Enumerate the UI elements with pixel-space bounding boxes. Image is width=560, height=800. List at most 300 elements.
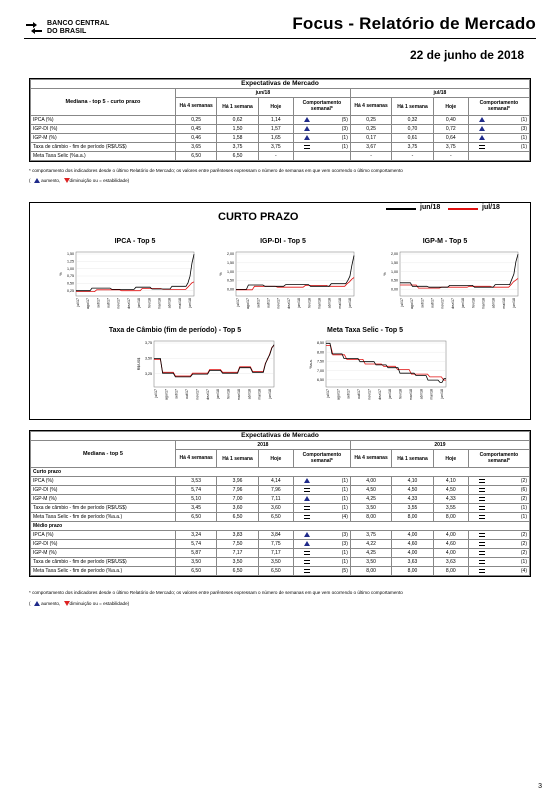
col-1w: Há 1 semana	[217, 98, 258, 116]
trend-weeks: (3)	[341, 126, 348, 132]
trend-cell	[468, 567, 529, 576]
x-tick-label: set/17	[96, 298, 101, 308]
value-1w: 7,17	[217, 549, 258, 558]
col-trend: Comportamento semanal*	[468, 98, 529, 116]
x-tick-label: mai/18	[429, 389, 434, 400]
col-trend: Comportamento semanal*	[293, 450, 350, 468]
legend-estabilidade: = estabilidade)	[99, 178, 130, 183]
value-today: 1,57	[258, 125, 293, 134]
trend-cell	[293, 504, 350, 513]
trend-weeks: (5)	[341, 568, 348, 574]
row-label: IPCA (%)	[31, 531, 176, 540]
value-today: 4,33	[433, 495, 468, 504]
y-tick-label: 0,25	[67, 288, 74, 293]
value-1w: 3,55	[392, 504, 433, 513]
value-today: 1,14	[258, 116, 293, 125]
col-trend: Comportamento semanal*	[293, 98, 350, 116]
x-tick-label: fev/18	[471, 298, 476, 308]
x-tick-label: set/17	[346, 389, 351, 399]
value-today: 0,72	[433, 125, 468, 134]
value-1w: 0,32	[392, 116, 433, 125]
trend-weeks: (1)	[341, 144, 348, 150]
up-triangle-icon	[304, 541, 310, 546]
value-4w: -	[350, 152, 391, 161]
chart-ipca	[42, 246, 200, 321]
x-tick-label: abr/18	[167, 298, 172, 309]
row-label: IGP-DI (%)	[31, 540, 176, 549]
value-today: 4,50	[433, 486, 468, 495]
x-tick-label: dez/17	[126, 298, 131, 309]
up-triangle-icon	[34, 601, 40, 606]
trend-cell	[468, 152, 529, 161]
trend-cell	[293, 549, 350, 558]
y-axis-unit: %	[383, 272, 387, 276]
table-row	[31, 152, 530, 161]
trend-legend-2: ( aumento, diminuição ou = estabilidade)	[29, 601, 130, 606]
value-1w: 8,00	[392, 513, 433, 522]
row-label: Taxa de câmbio - fim de período (R$/US$)	[31, 143, 176, 152]
value-today: 6,50	[258, 567, 293, 576]
y-tick-label: 0,50	[391, 278, 398, 283]
trend-weeks: (4)	[520, 568, 527, 574]
legend-aumento: aumento,	[41, 178, 61, 183]
value-4w: 4,00	[350, 477, 391, 486]
equal-icon	[479, 542, 485, 546]
table2-year-a: 2018	[175, 441, 350, 450]
legend-jun18-line	[386, 208, 416, 210]
x-tick-label: out/17	[106, 298, 111, 308]
chart-selic-title: Meta Taxa Selic - Top 5	[327, 327, 403, 334]
x-tick-label: fev/18	[307, 298, 312, 308]
bank-logo-icon	[24, 21, 44, 35]
trend-weeks: (1)	[341, 496, 348, 502]
value-1w: 4,00	[392, 549, 433, 558]
y-tick-label: 0,50	[67, 281, 74, 286]
col-4w: Há 4 semanas	[350, 450, 391, 468]
bank-name-line1: BANCO CENTRAL	[47, 20, 110, 27]
value-1w: 3,75	[392, 143, 433, 152]
trend-weeks: (5)	[341, 117, 348, 123]
value-4w: 3,53	[175, 477, 216, 486]
chart-igpm	[366, 246, 524, 321]
y-tick-label: 1,00	[67, 266, 74, 271]
col-today: Hoje	[433, 450, 468, 468]
value-today: 8,00	[433, 513, 468, 522]
row-label: IGP-M (%)	[31, 134, 176, 143]
x-tick-label: jul/17	[76, 298, 80, 307]
value-today: 4,10	[433, 477, 468, 486]
table-row	[31, 134, 530, 143]
trend-cell	[293, 513, 350, 522]
up-triangle-icon	[479, 126, 485, 131]
equal-icon	[479, 488, 485, 492]
value-1w: 8,00	[392, 567, 433, 576]
trend-weeks: (1)	[520, 514, 527, 520]
x-tick-label: out/17	[430, 298, 435, 308]
value-4w: 0,25	[350, 116, 391, 125]
up-triangle-icon	[304, 135, 310, 140]
y-tick-label: 3,25	[145, 371, 152, 376]
trend-cell	[468, 495, 529, 504]
up-triangle-icon	[304, 117, 310, 122]
trend-weeks: (1)	[341, 550, 348, 556]
table-row	[31, 495, 530, 504]
legend-diminuicao: diminuição ou	[69, 178, 98, 183]
table1-row-label: Mediana - top 5 - curto prazo	[31, 89, 176, 116]
trend-weeks: (3)	[341, 532, 348, 538]
trend-cell	[293, 540, 350, 549]
table-row	[31, 143, 530, 152]
trend-weeks: (1)	[341, 487, 348, 493]
trend-cell	[468, 540, 529, 549]
x-tick-label: abr/18	[419, 389, 424, 400]
trend-cell	[468, 531, 529, 540]
equal-icon	[304, 551, 310, 555]
value-1w: 7,00	[217, 495, 258, 504]
report-title: Focus - Relatório de Mercado	[292, 14, 536, 33]
trend-cell	[468, 477, 529, 486]
up-triangle-icon	[479, 117, 485, 122]
value-4w: 0,46	[175, 134, 216, 143]
trend-cell	[468, 116, 529, 125]
x-tick-label: fev/18	[226, 389, 231, 399]
value-today: 3,75	[258, 143, 293, 152]
x-tick-label: ago/17	[410, 298, 415, 309]
section-medio-prazo: Médio prazo	[31, 522, 530, 531]
chart-ipca-title: IPCA - Top 5	[114, 238, 156, 245]
trend-weeks: (6)	[520, 487, 527, 493]
x-tick-label: mai/18	[501, 298, 506, 309]
value-4w: 0,25	[175, 116, 216, 125]
x-tick-label: ago/17	[246, 298, 251, 309]
short-term-charts-panel	[29, 202, 531, 420]
header-rule	[24, 38, 536, 39]
expectations-table-annual	[29, 430, 531, 577]
row-label: IGP-DI (%)	[31, 125, 176, 134]
trend-cell	[468, 143, 529, 152]
value-4w: 4,25	[350, 495, 391, 504]
value-today: 7,96	[258, 486, 293, 495]
trend-cell	[468, 558, 529, 567]
value-4w: 3,24	[175, 531, 216, 540]
row-label: Meta Taxa Selic (%a.a.)	[31, 152, 176, 161]
col-today: Hoje	[258, 98, 293, 116]
value-4w: 5,74	[175, 486, 216, 495]
y-tick-label: 8,00	[317, 350, 324, 355]
table-row	[31, 513, 530, 522]
trend-cell	[468, 486, 529, 495]
table-row	[31, 549, 530, 558]
trend-weeks: (3)	[520, 126, 527, 132]
y-tick-label: 8,50	[317, 341, 324, 346]
x-tick-label: mar/18	[408, 389, 413, 401]
x-tick-label: nov/17	[440, 298, 445, 309]
trend-weeks: (1)	[341, 559, 348, 565]
value-1w: 0,61	[392, 134, 433, 143]
table1-caption: Expectativas de Mercado	[31, 80, 530, 89]
row-label: IPCA (%)	[31, 477, 176, 486]
y-tick-label: 0,00	[227, 287, 234, 292]
x-tick-label: jun/18	[348, 298, 352, 308]
equal-icon	[479, 506, 485, 510]
trend-legend: ( aumento, diminuição ou = estabilidade)	[29, 178, 130, 183]
x-tick-label: nov/17	[116, 298, 121, 309]
value-today: 7,17	[258, 549, 293, 558]
trend-weeks: (2)	[520, 478, 527, 484]
y-tick-label: 2,00	[391, 252, 398, 257]
x-tick-label: jun/18	[188, 298, 192, 308]
value-today: 3,60	[258, 504, 293, 513]
y-axis-unit: %	[219, 272, 223, 276]
col-today: Hoje	[258, 450, 293, 468]
col-4w: Há 4 semanas	[175, 450, 216, 468]
value-today: 6,50	[258, 513, 293, 522]
value-1w: -	[392, 152, 433, 161]
trend-cell	[293, 531, 350, 540]
x-tick-label: dez/17	[286, 298, 291, 309]
value-1w: 3,63	[392, 558, 433, 567]
equal-icon	[304, 145, 310, 149]
y-axis-unit: %	[59, 272, 63, 276]
footnote-2: * comportamento dos indicadores desde o último Relatório de Mercado; os valores entre parênteses expressam o número de semanas em que vem ocorrendo o último comportamento	[29, 590, 403, 595]
value-1w: 0,62	[217, 116, 258, 125]
x-tick-label: mai/18	[257, 389, 262, 400]
col-1w: Há 1 semana	[392, 450, 433, 468]
row-label: Taxa de câmbio - fim de período (R$/US$)	[31, 558, 176, 567]
col-1w: Há 1 semana	[217, 450, 258, 468]
y-tick-label: 1,25	[67, 259, 74, 264]
value-today: 3,63	[433, 558, 468, 567]
trend-weeks: (4)	[341, 514, 348, 520]
row-label: IGP-M (%)	[31, 549, 176, 558]
table-row	[31, 477, 530, 486]
value-today: -	[258, 152, 293, 161]
x-tick-label: out/17	[266, 298, 271, 308]
value-1w: 0,70	[392, 125, 433, 134]
table-row	[31, 531, 530, 540]
table-row	[31, 125, 530, 134]
y-tick-label: 3,75	[145, 341, 152, 346]
trend-weeks: (1)	[341, 478, 348, 484]
x-tick-label: nov/17	[195, 389, 200, 400]
value-1w: 4,33	[392, 495, 433, 504]
plot-area	[154, 341, 274, 387]
value-4w: 3,67	[350, 143, 391, 152]
x-tick-label: jul/17	[400, 298, 404, 307]
trend-cell	[293, 143, 350, 152]
value-4w: 3,45	[175, 504, 216, 513]
y-axis-unit: %a.a.	[309, 359, 313, 369]
up-triangle-icon	[304, 478, 310, 483]
trend-cell	[468, 134, 529, 143]
y-tick-label: 1,50	[227, 261, 234, 265]
trend-cell	[293, 152, 350, 161]
chart-selic	[292, 335, 452, 415]
y-tick-label: 1,50	[391, 261, 398, 265]
value-4w: 3,50	[350, 504, 391, 513]
trend-weeks: (1)	[520, 135, 527, 141]
y-axis-unit: R$/US$	[137, 357, 141, 371]
trend-cell	[293, 486, 350, 495]
value-today: 0,64	[433, 134, 468, 143]
up-triangle-icon	[34, 178, 40, 183]
value-1w: 4,50	[392, 486, 433, 495]
legend-jul18-label: jul/18	[482, 204, 500, 211]
value-4w: 6,50	[175, 567, 216, 576]
value-today: 7,75	[258, 540, 293, 549]
value-1w: 3,50	[217, 558, 258, 567]
x-tick-label: abr/18	[247, 389, 252, 400]
equal-icon	[479, 533, 485, 537]
x-tick-label: jan/18	[137, 298, 142, 308]
x-tick-label: jan/18	[461, 298, 466, 308]
bank-name-line2: DO BRASIL	[47, 28, 87, 35]
y-tick-label: 1,00	[391, 269, 398, 274]
trend-weeks: (1)	[520, 144, 527, 150]
chart-igpdi-title: IGP-DI - Top 5	[260, 238, 306, 245]
value-1w: 4,60	[392, 540, 433, 549]
equal-icon	[304, 569, 310, 573]
y-tick-label: 3,50	[145, 356, 152, 361]
trend-cell	[293, 116, 350, 125]
table2-row-label: Mediana - top 5	[31, 441, 176, 468]
trend-weeks: (1)	[520, 505, 527, 511]
row-label: IPCA (%)	[31, 116, 176, 125]
table-row	[31, 567, 530, 576]
x-tick-label: jul/17	[236, 298, 240, 307]
value-today: 4,00	[433, 549, 468, 558]
x-tick-label: set/17	[174, 389, 179, 399]
value-4w: 0,25	[350, 125, 391, 134]
table1-period-b: jul/18	[350, 89, 529, 98]
value-1w: 3,83	[217, 531, 258, 540]
x-tick-label: mar/18	[481, 298, 486, 310]
x-tick-label: mai/18	[177, 298, 182, 309]
x-tick-label: ago/17	[336, 389, 341, 400]
chart-cambio	[120, 335, 280, 415]
value-4w: 5,10	[175, 495, 216, 504]
x-tick-label: nov/17	[276, 298, 281, 309]
page-number: 3	[538, 783, 542, 790]
table1-period-a: jun/18	[175, 89, 350, 98]
x-tick-label: nov/17	[367, 389, 372, 400]
legend-jun18-label: jun/18	[420, 204, 441, 211]
value-4w: 5,74	[175, 540, 216, 549]
x-tick-label: dez/17	[205, 389, 210, 400]
value-4w: 3,65	[175, 143, 216, 152]
x-tick-label: jan/18	[216, 389, 221, 399]
trend-weeks: (1)	[341, 505, 348, 511]
y-tick-label: 7,00	[317, 368, 324, 373]
x-tick-label: jan/18	[388, 389, 393, 399]
y-tick-label: 1,00	[227, 269, 234, 274]
x-tick-label: set/17	[420, 298, 425, 308]
x-tick-label: mar/18	[236, 389, 241, 401]
row-label: IGP-DI (%)	[31, 486, 176, 495]
trend-weeks: (1)	[341, 135, 348, 141]
value-4w: 6,50	[175, 513, 216, 522]
x-tick-label: dez/17	[450, 298, 455, 309]
value-1w: 3,75	[217, 143, 258, 152]
x-tick-label: fev/18	[398, 389, 403, 399]
footnote: * comportamento dos indicadores desde o último Relatório de Mercado; os valores entre parênteses expressam o número de semanas em que vem ocorrendo o último comportamento	[29, 168, 403, 173]
value-4w: 3,50	[350, 558, 391, 567]
x-tick-label: fev/18	[147, 298, 152, 308]
equal-icon	[479, 560, 485, 564]
value-today: 8,00	[433, 567, 468, 576]
value-4w: 6,50	[175, 152, 216, 161]
charts-title: CURTO PRAZO	[218, 211, 299, 223]
table2-year-b: 2019	[350, 441, 529, 450]
x-tick-label: abr/18	[491, 298, 496, 309]
y-tick-label: 2,00	[227, 252, 234, 257]
y-tick-label: 0,75	[67, 274, 74, 279]
plot-area	[400, 252, 518, 296]
trend-weeks: (1)	[520, 117, 527, 123]
trend-weeks: (3)	[341, 541, 348, 547]
col-trend: Comportamento semanal*	[468, 450, 529, 468]
value-today: 4,00	[433, 531, 468, 540]
col-4w: Há 4 semanas	[175, 98, 216, 116]
y-tick-label: 1,50	[67, 252, 74, 257]
value-1w: 4,00	[392, 531, 433, 540]
row-label: Meta Taxa Selic - fim de período (%a.a.)	[31, 567, 176, 576]
x-tick-label: out/17	[185, 389, 190, 399]
value-today: 3,55	[433, 504, 468, 513]
row-label: Taxa de câmbio - fim de período (R$/US$)	[31, 504, 176, 513]
trend-weeks: (2)	[520, 541, 527, 547]
value-today: 3,50	[258, 558, 293, 567]
trend-weeks: (2)	[520, 550, 527, 556]
value-4w: 8,00	[350, 513, 391, 522]
trend-weeks: (2)	[520, 496, 527, 502]
up-triangle-icon	[479, 135, 485, 140]
x-tick-label: jul/17	[154, 389, 158, 398]
value-today: 7,11	[258, 495, 293, 504]
x-tick-label: jun/18	[268, 389, 272, 399]
trend-cell	[293, 477, 350, 486]
value-1w: 1,50	[217, 125, 258, 134]
x-tick-label: jun/18	[440, 389, 444, 399]
trend-cell	[468, 504, 529, 513]
report-date: 22 de junho de 2018	[409, 48, 524, 62]
x-tick-label: mar/18	[317, 298, 322, 310]
trend-cell	[293, 134, 350, 143]
section-curto-prazo: Curto prazo	[31, 468, 530, 477]
col-1w: Há 1 semana	[392, 98, 433, 116]
x-tick-label: jul/17	[326, 389, 330, 398]
equal-icon	[479, 569, 485, 573]
value-4w: 0,45	[175, 125, 216, 134]
value-today: 4,14	[258, 477, 293, 486]
value-today: -	[433, 152, 468, 161]
y-tick-label: 7,50	[317, 359, 324, 364]
y-tick-label: 0,00	[391, 287, 398, 292]
value-1w: 4,10	[392, 477, 433, 486]
row-label: IGP-M (%)	[31, 495, 176, 504]
equal-icon	[479, 515, 485, 519]
x-tick-label: dez/17	[377, 389, 382, 400]
x-tick-label: ago/17	[164, 389, 169, 400]
trend-weeks: (1)	[520, 559, 527, 565]
equal-icon	[304, 506, 310, 510]
value-today: 4,60	[433, 540, 468, 549]
trend-cell	[468, 125, 529, 134]
value-4w: 4,50	[350, 486, 391, 495]
value-1w: 7,50	[217, 540, 258, 549]
value-1w: 6,50	[217, 513, 258, 522]
value-1w: 3,60	[217, 504, 258, 513]
